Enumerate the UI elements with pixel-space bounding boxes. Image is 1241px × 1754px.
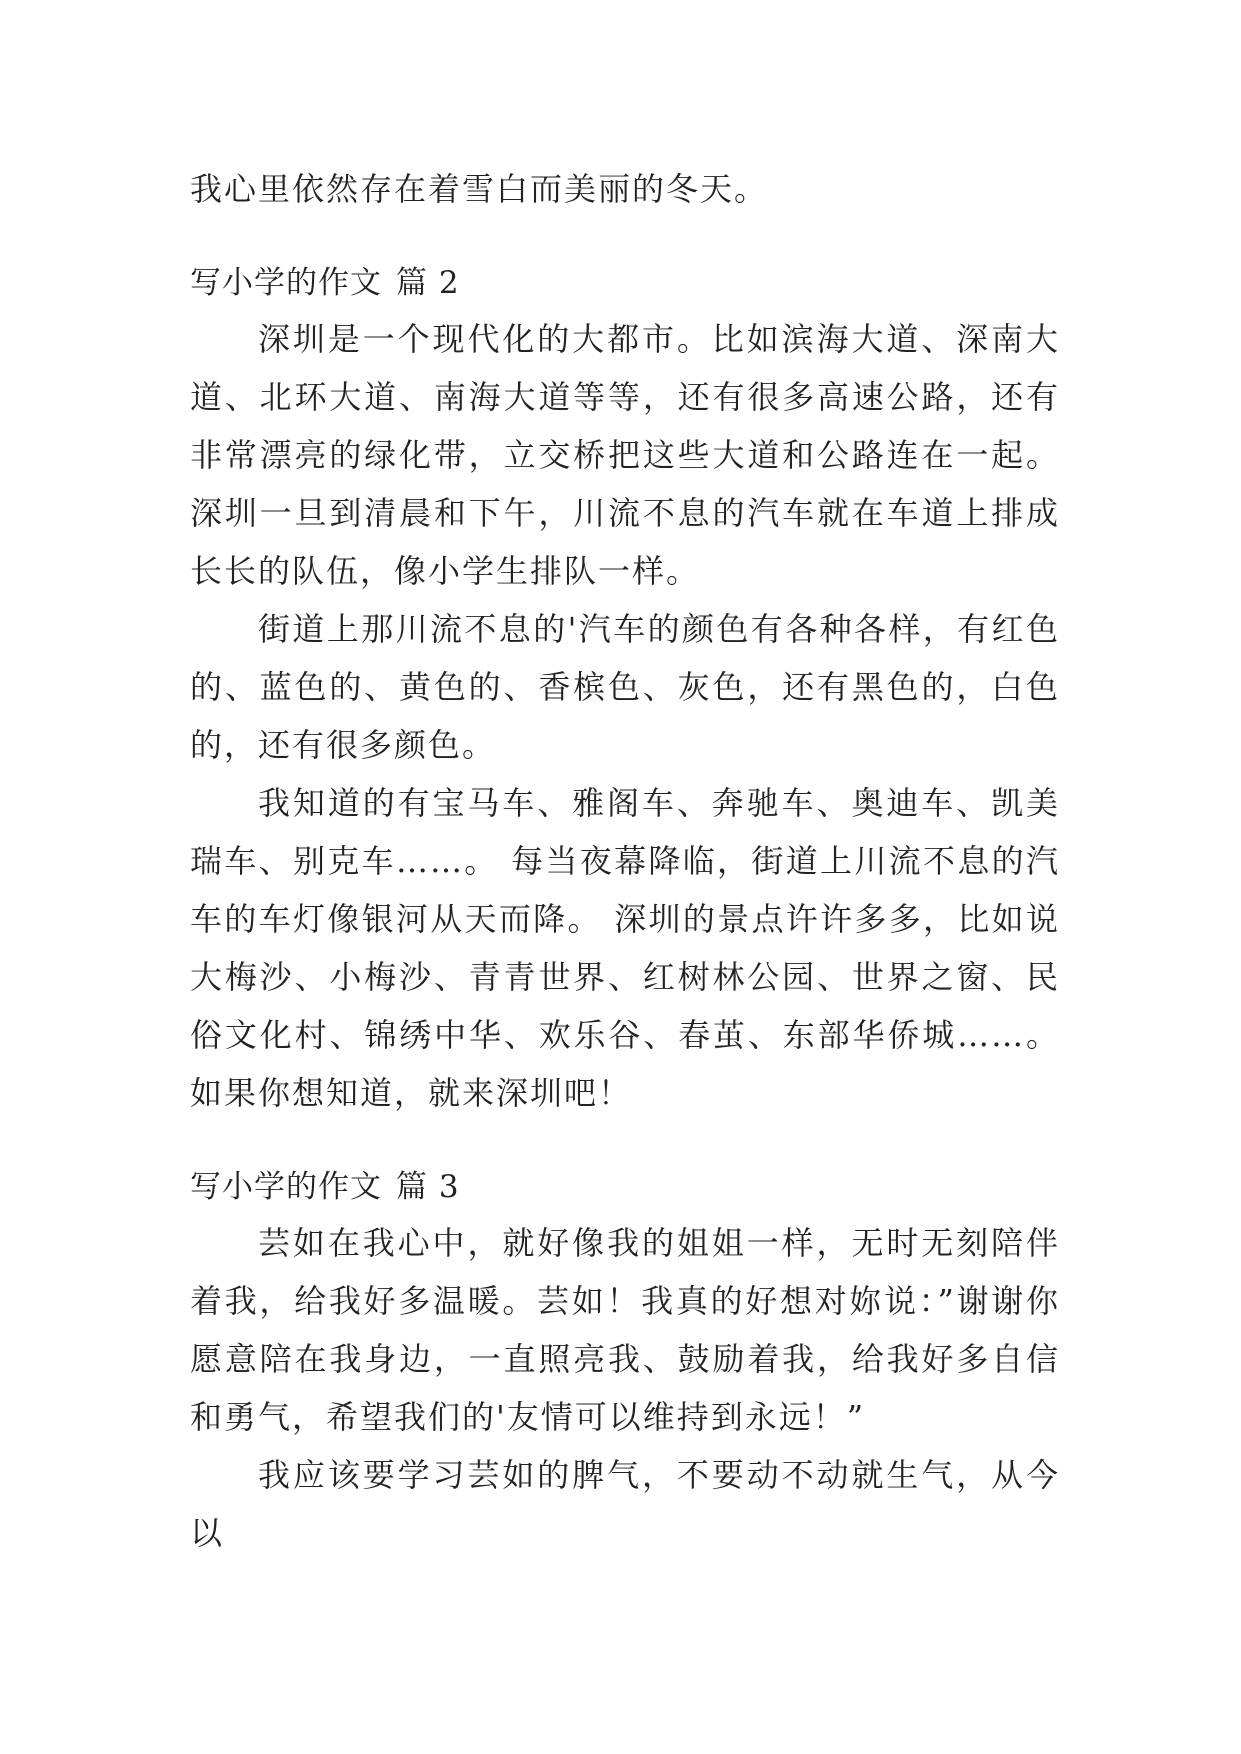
- paragraph: 我应该要学习芸如的脾气，不要动不动就生气，从今以: [190, 1456, 1060, 1552]
- paragraph: 深圳是一个现代化的大都市。比如滨海大道、深南大道、北环大道、南海大道等等，还有很多高速公路，还有非常漂亮的绿化带，立交桥把这些大道和公路连在一起。 深圳一旦到清晨和下午，川流不息的汽车就在车道上排成长长的队伍，像小学生排队一样。: [190, 320, 1060, 590]
- section-3: [190, 1158, 1060, 1562]
- paragraph: 我知道的有宝马车、雅阁车、奔驰车、奥迪车、凯美瑞车、别克车……。 每当夜幕降临，街道上川流不息的汽车的车灯像银河从天而降。 深圳的景点许许多多，比如说大梅沙、小梅沙、青青世界、红树林公园、世界之窗、民俗文化村、锦绣中华、欢乐谷、春茧、东部华侨城……。 如果你想知道，就来深圳吧！: [190, 784, 1060, 1112]
- section-title: 写小学的作文: [190, 1169, 382, 1205]
- section-number: 篇 2: [396, 265, 460, 301]
- section-2: [190, 254, 1060, 1122]
- section-heading: [190, 1158, 1060, 1216]
- section-number: 篇 3: [396, 1169, 460, 1205]
- paragraph: 街道上那川流不息的'汽车的颜色有各种各样，有红色的、蓝色的、黄色的、香槟色、灰色，还有黑色的，白色的，还有很多颜色。: [190, 610, 1060, 764]
- paragraph: 芸如在我心中，就好像我的姐姐一样，无时无刻陪伴着我，给我好多温暖。芸如！我真的好想对妳说：”谢谢你愿意陪在我身边，一直照亮我、鼓励着我，给我好多自信和勇气，希望我们的'友情可以维持到永远！”: [190, 1224, 1060, 1436]
- intro-closing-line: 我心里依然存在着雪白而美丽的冬天。: [190, 170, 769, 208]
- section-title: 写小学的作文: [190, 265, 382, 301]
- document-body: [190, 160, 1060, 1562]
- section-heading: [190, 254, 1060, 312]
